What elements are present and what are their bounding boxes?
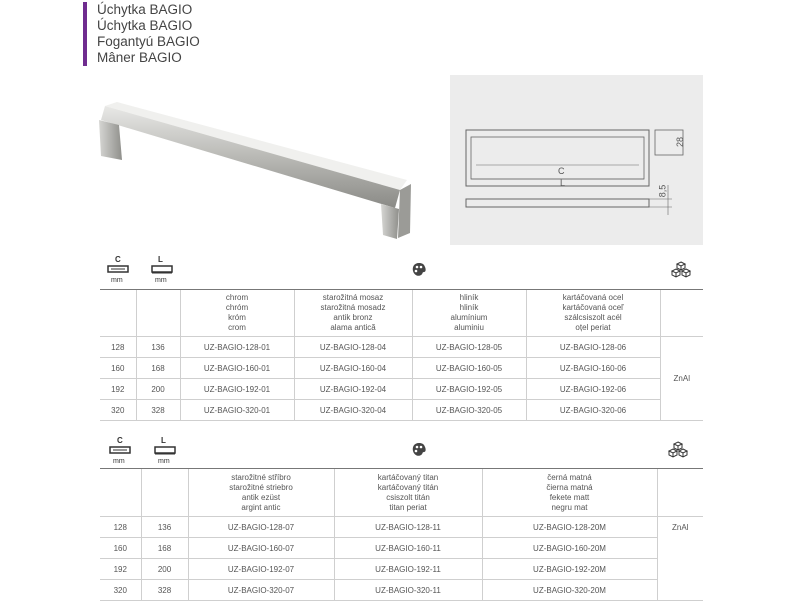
finish-header-matte-black: černá matná čierna matná fekete matt negru mat bbox=[482, 469, 657, 517]
l-unit-label: mm bbox=[155, 277, 167, 284]
variants-table-1 bbox=[100, 289, 703, 421]
table-row: 320 328 UZ-BAGIO-320-07 UZ-BAGIO-320-11 UZ-BAGIO-320-20M bbox=[100, 580, 703, 601]
product-titles bbox=[83, 2, 200, 66]
l-header-label: L bbox=[158, 255, 163, 264]
c-header-label: C bbox=[117, 436, 123, 445]
table-row: 192 200 UZ-BAGIO-192-01 UZ-BAGIO-192-04 UZ-BAGIO-192-05 UZ-BAGIO-192-06 bbox=[100, 379, 703, 400]
c-dimension-icon bbox=[106, 263, 130, 275]
technical-drawing bbox=[450, 75, 703, 245]
drawing-c-label: C bbox=[558, 166, 565, 176]
finish-header-brushed-steel: kartáčovaná ocel kartáčovaná oceľ szálcsiszolt acél oțel periat bbox=[526, 290, 660, 337]
table-row: 160 168 UZ-BAGIO-160-07 UZ-BAGIO-160-11 UZ-BAGIO-160-20M bbox=[100, 538, 703, 559]
table-row: 320 328 UZ-BAGIO-320-01 UZ-BAGIO-320-04 UZ-BAGIO-320-05 UZ-BAGIO-320-06 bbox=[100, 400, 703, 421]
title-ro: Mâner BAGIO bbox=[97, 50, 182, 65]
drawing-l-label: L bbox=[560, 178, 566, 188]
title-cz: Úchytka BAGIO bbox=[97, 2, 193, 17]
palette-icon bbox=[411, 442, 427, 458]
c-dimension-icon bbox=[108, 444, 132, 456]
finish-header-aluminium: hliník hliník alumínium aluminiu bbox=[412, 290, 526, 337]
table-row: 192 200 UZ-BAGIO-192-07 UZ-BAGIO-192-11 UZ-BAGIO-192-20M bbox=[100, 559, 703, 580]
c-unit-label: mm bbox=[111, 277, 123, 284]
l-dimension-icon bbox=[150, 263, 174, 275]
finish-header-chrome: chrom chróm króm crom bbox=[180, 290, 294, 337]
table-row: 160 168 UZ-BAGIO-160-01 UZ-BAGIO-160-04 UZ-BAGIO-160-05 UZ-BAGIO-160-06 bbox=[100, 358, 703, 379]
l-dimension-icon bbox=[153, 444, 177, 456]
l-unit-label: mm bbox=[158, 458, 170, 465]
title-hu: Fogantyú BAGIO bbox=[97, 34, 200, 49]
drawing-depth-label: 8,5 bbox=[657, 184, 668, 198]
finish-header-brushed-titan: kartáčovaný titan kartáčovaný titán csiszolt titán titan periat bbox=[334, 469, 482, 517]
title-sk: Úchytka BAGIO bbox=[97, 18, 193, 33]
material-label: ZnAl bbox=[660, 337, 703, 421]
finish-header-antique-brass: starožitná mosaz starožitná mosadz antik bronz alama antică bbox=[294, 290, 412, 337]
cubes-icon bbox=[667, 441, 689, 461]
c-header-label: C bbox=[115, 255, 121, 264]
table-row: 128 136 UZ-BAGIO-128-07 UZ-BAGIO-128-11 UZ-BAGIO-128-20M ZnAl bbox=[100, 517, 703, 538]
palette-icon bbox=[411, 262, 427, 278]
variants-table-2 bbox=[100, 468, 703, 601]
material-label: ZnAl bbox=[657, 517, 703, 601]
l-header-label: L bbox=[161, 436, 166, 445]
cubes-icon bbox=[670, 261, 692, 281]
finish-header-antique-silver: starožitné stříbro starožitné striebro antik ezüst argint antic bbox=[188, 469, 334, 517]
c-unit-label: mm bbox=[113, 458, 125, 465]
table-row: 128 136 UZ-BAGIO-128-01 UZ-BAGIO-128-04 UZ-BAGIO-128-05 UZ-BAGIO-128-06 ZnAl bbox=[100, 337, 703, 358]
drawing-height-label: 28 bbox=[675, 136, 686, 148]
handle-photo bbox=[95, 98, 415, 243]
